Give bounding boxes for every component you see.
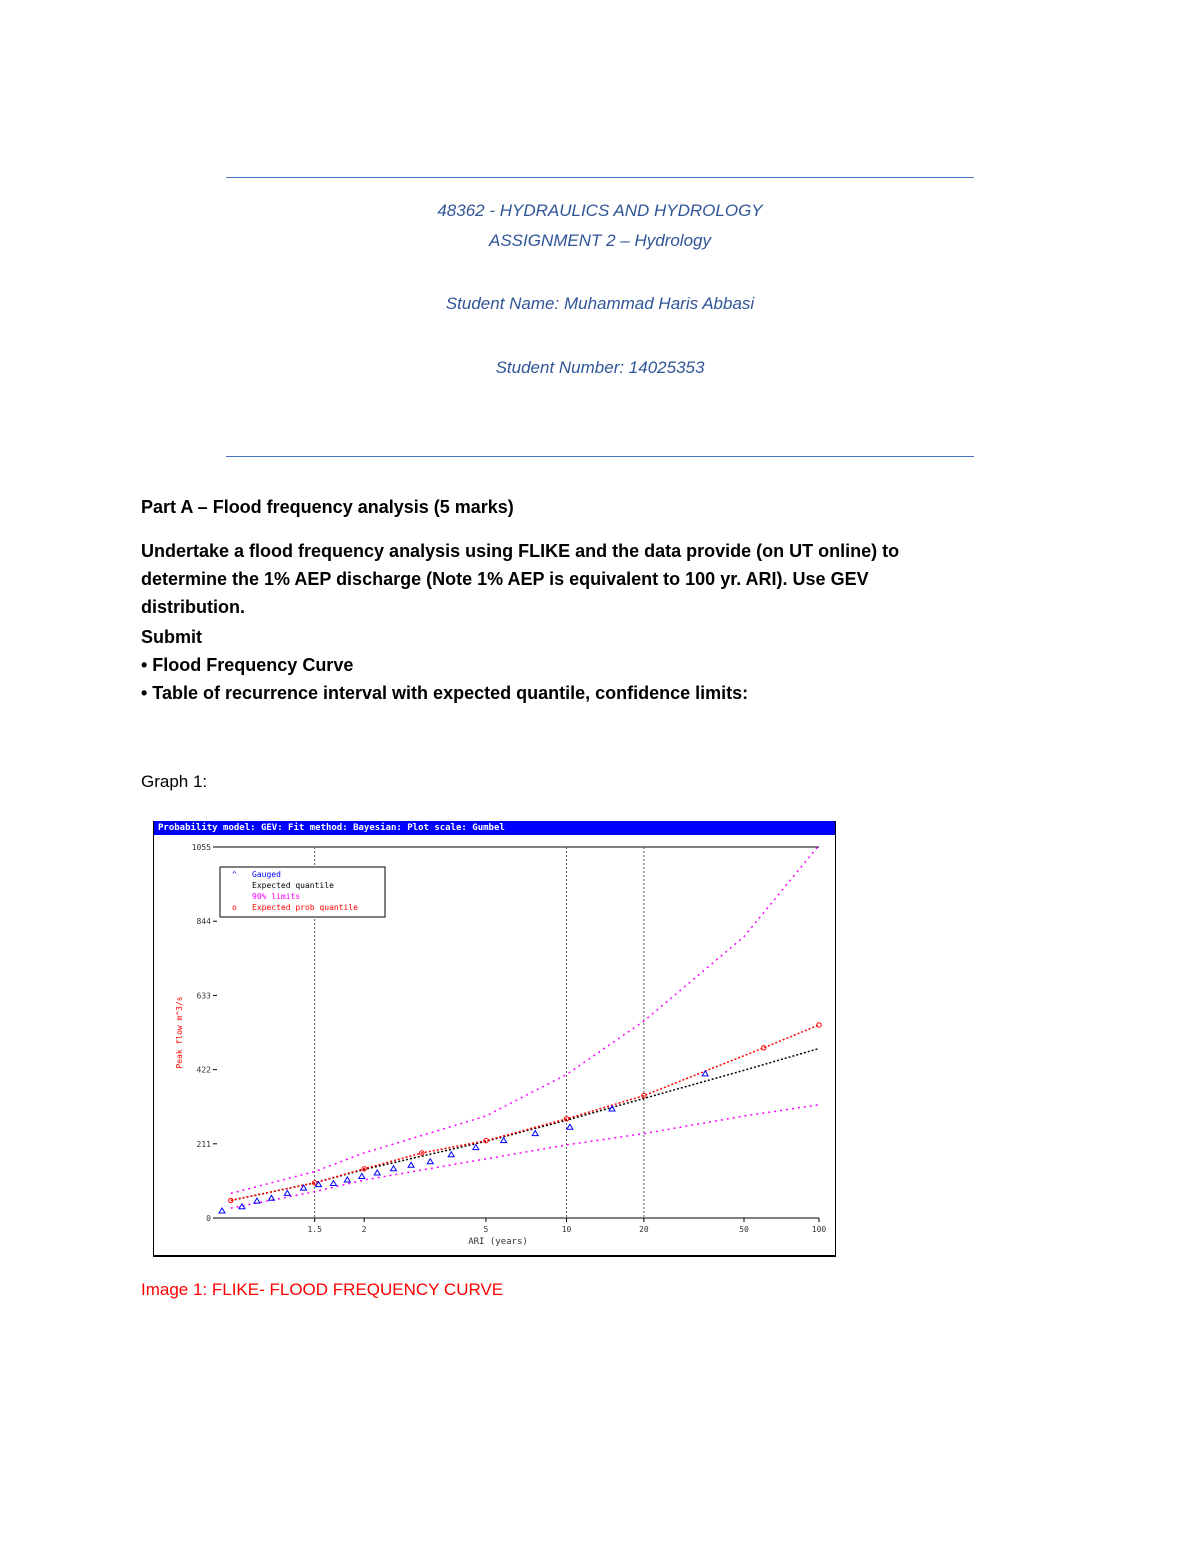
chart-title-bar: Probability model: GEV: Fit method: Bayesian: Plot scale: Gumbel — [154, 821, 835, 835]
y-tick-label: 633 — [196, 991, 211, 1001]
legend-marker: o — [232, 903, 237, 912]
x-tick-label: 2 — [361, 1225, 367, 1234]
y-tick-label: 1055 — [191, 843, 211, 852]
part-a-heading: Part A – Flood frequency analysis (5 marks) — [141, 497, 514, 517]
gauged-point — [391, 1166, 397, 1171]
gauged-point — [532, 1131, 538, 1136]
flood-frequency-chart — [153, 821, 836, 1257]
expected-quantile-line — [231, 1049, 819, 1201]
course-title: 48362 - HYDRAULICS AND HYDROLOGY — [437, 201, 763, 220]
legend-entry: Expected quantile — [252, 881, 334, 890]
gauged-point — [448, 1152, 454, 1157]
chart-plot — [154, 835, 835, 1255]
y-tick-label: 844 — [196, 917, 211, 927]
x-tick-label: 20 — [639, 1225, 649, 1234]
expected-prob-quantile-line — [231, 1025, 819, 1200]
x-tick-label: 100 — [811, 1225, 827, 1234]
y-tick-label: 422 — [196, 1065, 211, 1075]
gauged-point — [254, 1198, 260, 1203]
legend-marker: ^ — [232, 870, 237, 879]
submit-label: Submit — [141, 627, 202, 647]
x-tick-label: 10 — [561, 1225, 572, 1234]
legend-entry: 90% limits — [252, 892, 301, 901]
gauged-point — [609, 1106, 615, 1111]
bullet-flood-frequency-curve: • Flood Frequency Curve — [141, 655, 354, 675]
y-tick-label: 211 — [196, 1139, 211, 1149]
x-axis-label: ARI (years) — [468, 1237, 528, 1247]
gauged-point — [473, 1145, 479, 1150]
y-axis-label: Peak flow m^3/s — [175, 996, 184, 1069]
instruction-line-2: determine the 1% AEP discharge (Note 1% AEP is equivalent to 100 yr. ARI). Use GEV — [141, 569, 869, 589]
gauged-point — [374, 1170, 380, 1175]
gauged-point — [268, 1195, 274, 1200]
student-name: Student Name: Muhammad Haris Abbasi — [445, 294, 755, 313]
assignment-title: ASSIGNMENT 2 – Hydrology — [488, 231, 711, 250]
gauged-point — [567, 1124, 573, 1129]
gauged-point — [284, 1190, 290, 1195]
gauged-point — [408, 1162, 414, 1167]
legend-entry: Expected prob quantile — [252, 903, 358, 912]
student-number: Student Number: 14025353 — [495, 358, 705, 377]
gauged-point — [702, 1071, 708, 1076]
figure-caption: Image 1: FLIKE- FLOOD FREQUENCY CURVE — [141, 1280, 504, 1299]
x-tick-label: 50 — [739, 1225, 749, 1234]
instruction-line-3: distribution. — [141, 597, 245, 617]
gauged-point — [219, 1208, 225, 1213]
top-rule — [226, 177, 974, 178]
gauged-point — [427, 1159, 433, 1164]
graph-label: Graph 1: — [141, 772, 208, 791]
gauged-point — [344, 1177, 350, 1182]
y-tick-label: 0 — [206, 1214, 211, 1223]
gauged-point — [501, 1138, 507, 1143]
bottom-rule — [226, 456, 974, 457]
x-tick-label: 5 — [483, 1225, 489, 1234]
bullet-recurrence-table: • Table of recurrence interval with expected quantile, confidence limits: — [141, 683, 749, 703]
x-tick-label: 1.5 — [307, 1225, 322, 1234]
gauged-point — [359, 1174, 365, 1179]
legend-entry: Gauged — [252, 870, 281, 879]
gauged-point — [330, 1181, 336, 1186]
lower-limit-line — [231, 1105, 819, 1208]
instruction-line-1: Undertake a flood frequency analysis using FLIKE and the data provide (on UT online) to — [141, 541, 900, 561]
